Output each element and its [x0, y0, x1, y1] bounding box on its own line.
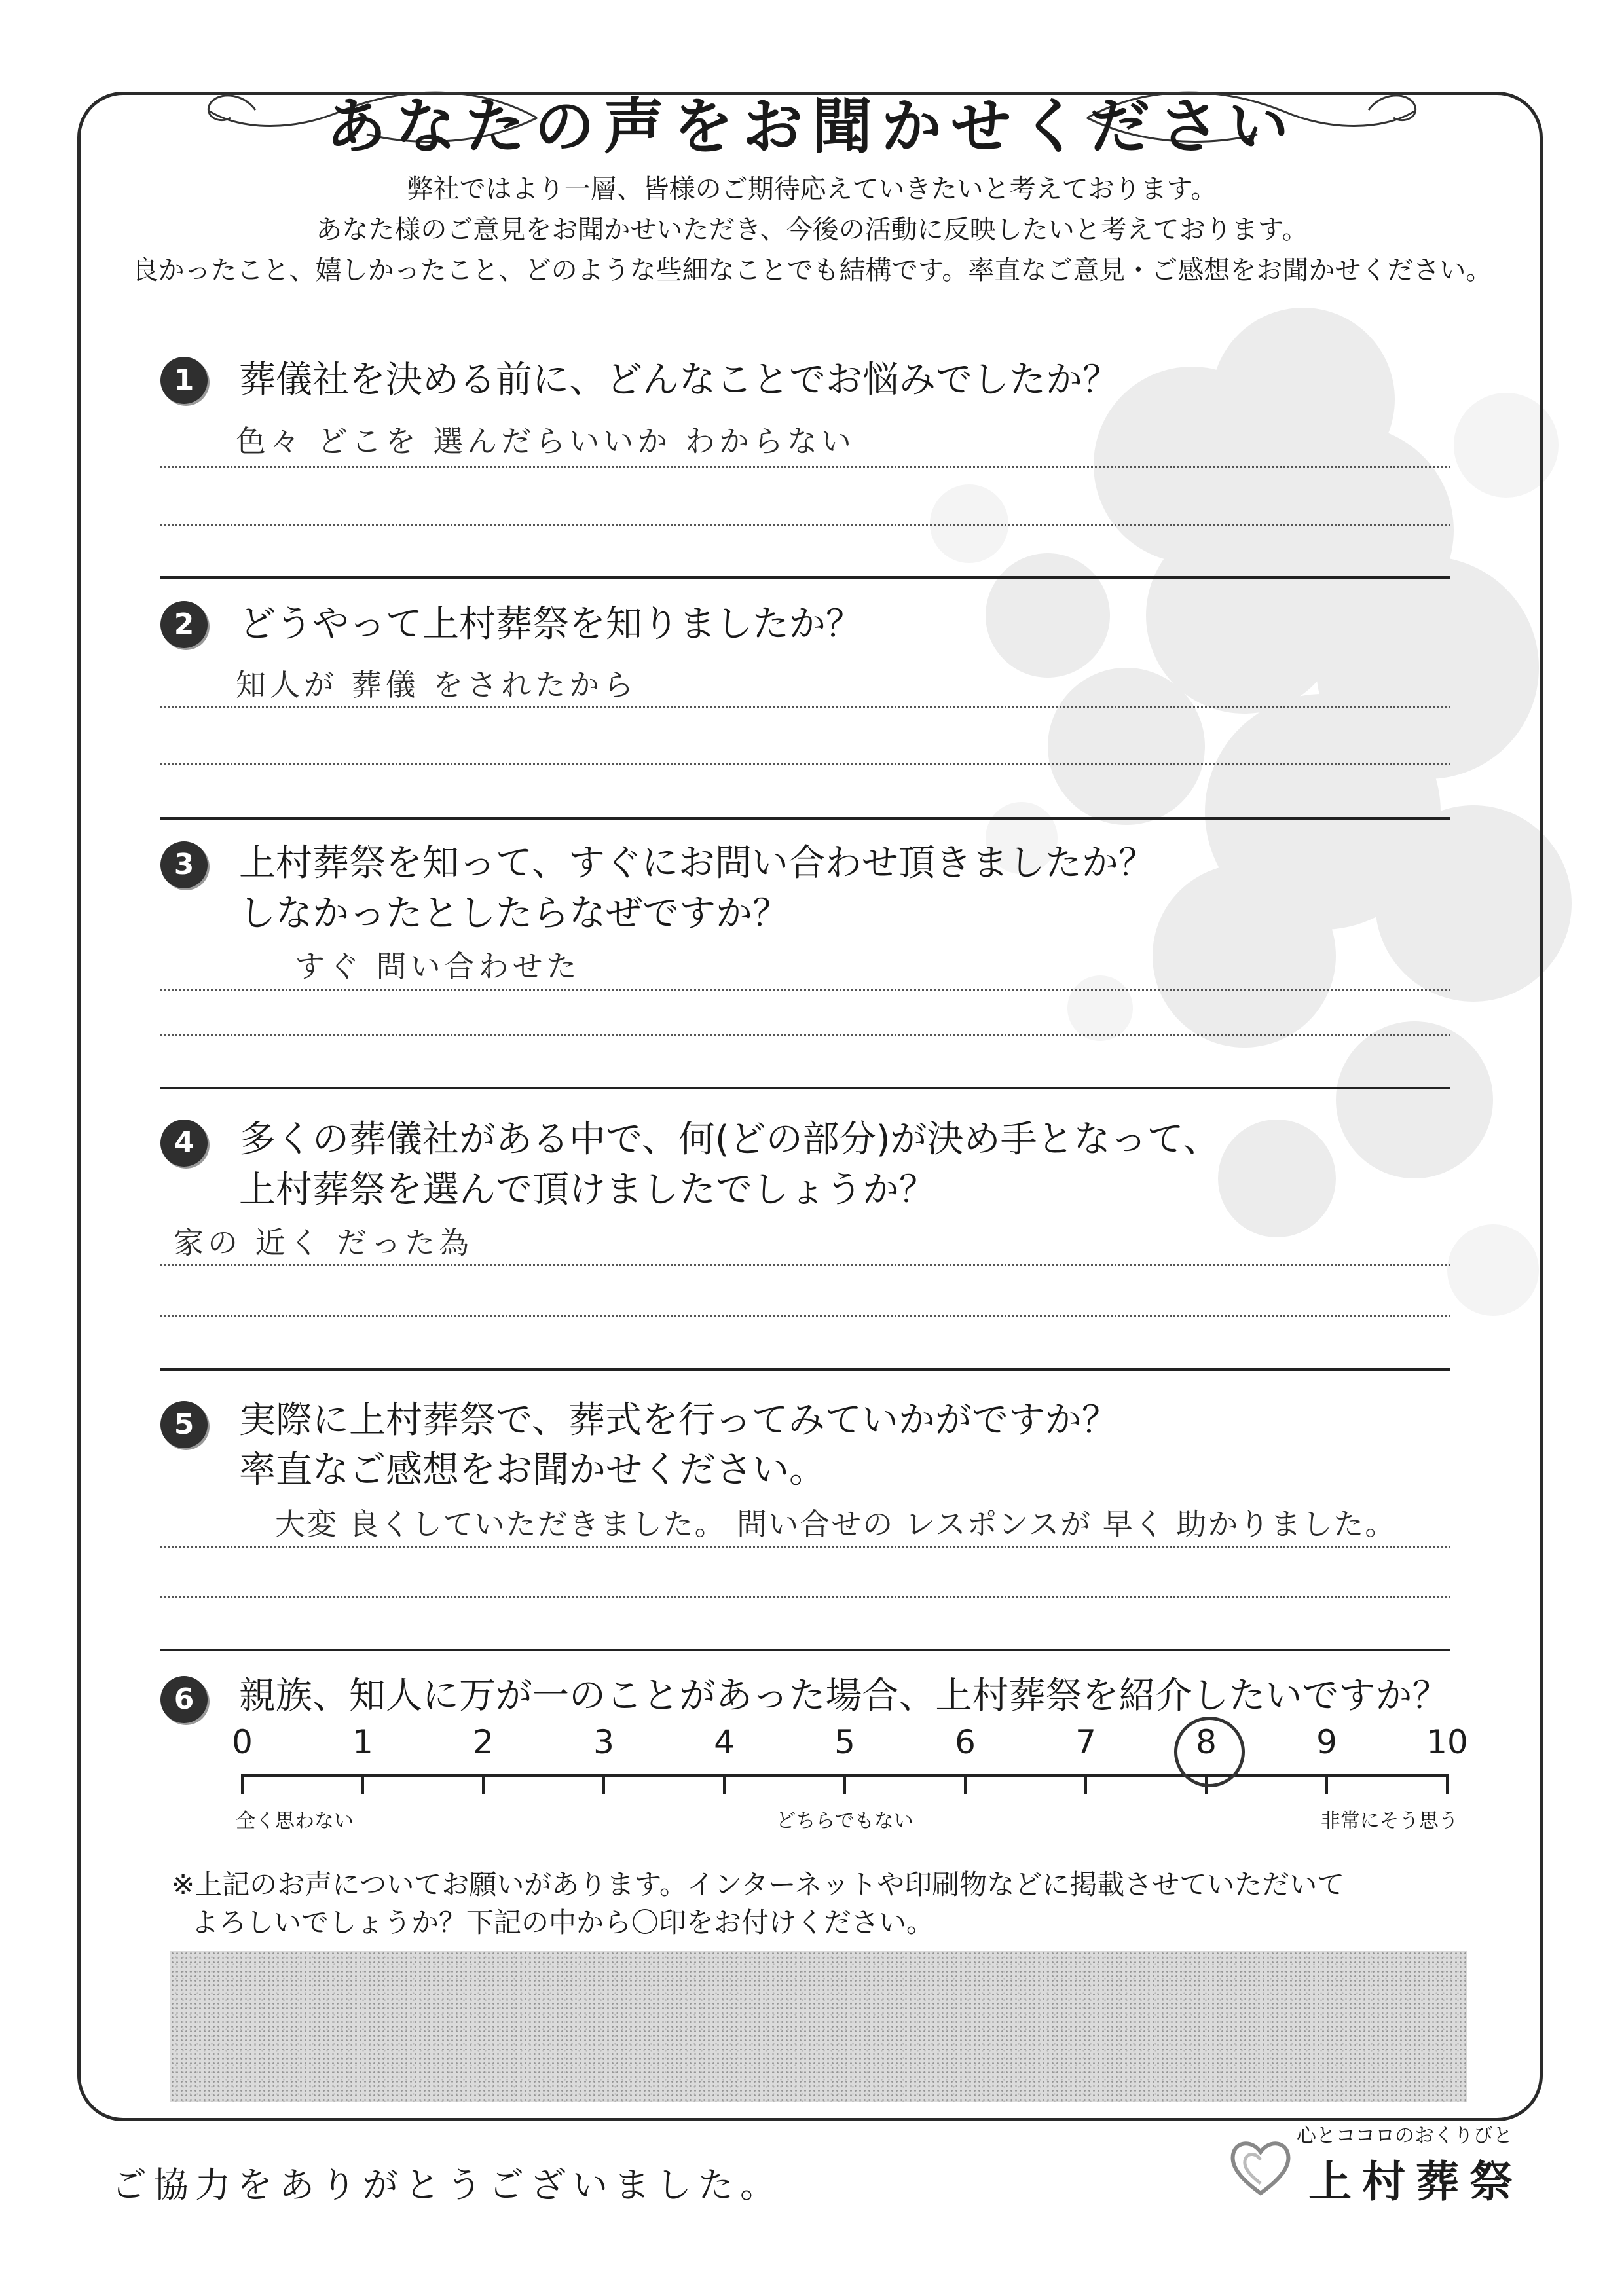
logo-tagline: 心とココロのおくりびと: [1297, 2124, 1513, 2147]
section-divider: [160, 817, 1450, 820]
section-divider: [160, 576, 1450, 579]
scale-tick-label[interactable]: 6: [955, 1723, 976, 1761]
section-divider: [160, 1649, 1450, 1651]
thank-you-message: ご協力をありがとうございました。: [111, 2164, 782, 2206]
scale-tick: [723, 1774, 726, 1794]
publication-consent-note: [172, 1866, 1344, 1942]
scale-tick: [843, 1774, 846, 1794]
scale-tick: [241, 1774, 244, 1794]
question-text: 上村葬祭を選んで頂けましたでしょうか？: [239, 1169, 936, 1211]
redacted-consent-area: [170, 1951, 1467, 2102]
survey-title: あなたの声をお聞かせください: [325, 92, 1298, 162]
handwritten-answer[interactable]: 家の 近く だった為: [174, 1225, 473, 1260]
question-text: 実際に上村葬祭で、葬式を行ってみていかがですか？: [239, 1399, 1118, 1442]
question-number-badge: 4: [160, 1120, 208, 1167]
selected-value-circle: [1174, 1717, 1245, 1787]
scale-label-mid: どちらでもない: [776, 1810, 913, 1832]
section-divider: [160, 1087, 1450, 1089]
scale-label-high: 非常にそう思う: [1320, 1810, 1458, 1832]
answer-line: [160, 1315, 1450, 1317]
answer-line: [160, 706, 1450, 708]
question-text: 率直なご感想をお聞かせください。: [239, 1449, 826, 1491]
question-text: 葬儀社を決める前に、どんなことでお悩みでしたか？: [239, 359, 1119, 401]
scale-tick: [1084, 1774, 1087, 1794]
question-number-badge: 6: [160, 1676, 208, 1723]
scale-label-low: 全く思わない: [236, 1810, 354, 1832]
scale-tick-label[interactable]: 2: [473, 1723, 494, 1761]
note-line: ※上記のお声についてお願いがあります。インターネットや印刷物などに掲載させていただいて: [172, 1868, 1345, 1901]
question-number-badge: 5: [160, 1401, 208, 1448]
question-text: 親族、知人に万が一のことがあった場合、上村葬祭を紹介したいですか？: [239, 1675, 1449, 1717]
answer-line: [160, 466, 1450, 468]
question-number-badge: 3: [160, 841, 208, 888]
intro-line: あなた様のご意見をお聞かせいただき、今後の活動に反映したいと考えております。: [316, 215, 1308, 245]
scale-tick: [482, 1774, 485, 1794]
recommendation-scale: [232, 1723, 1468, 1833]
answer-line: [160, 524, 1450, 526]
handwritten-answer[interactable]: 知人が 葬儀 をされたから: [236, 667, 638, 702]
logo-company-name: 上村葬祭: [1308, 2157, 1523, 2207]
scale-tick: [964, 1774, 967, 1794]
scale-tick: [602, 1774, 605, 1794]
scale-tick-label[interactable]: 3: [593, 1723, 614, 1761]
answer-line: [160, 1546, 1450, 1548]
scale-tick-label[interactable]: 7: [1075, 1723, 1096, 1761]
intro-line: 良かったこと、嬉しかったこと、どのような些細なことでも結構です。率直なご意見・ご感想をお聞かせください。: [132, 255, 1492, 285]
answer-line: [160, 1034, 1450, 1036]
company-logo: [1225, 2118, 1552, 2216]
section-divider: [160, 1368, 1450, 1371]
question-number-badge: 2: [160, 601, 208, 648]
handwritten-answer[interactable]: 色々 どこを 選んだらいいか わからない: [236, 424, 855, 459]
handwritten-answer[interactable]: 大変 良くしていただきました。 問い合せの レスポンスが 早く 助かりました。: [275, 1506, 1397, 1542]
question-number-badge: 1: [160, 357, 208, 404]
scale-tick: [361, 1774, 364, 1794]
question-text: しなかったとしたらなぜですか？: [239, 892, 789, 935]
handwritten-answer[interactable]: すぐ 問い合わせた: [295, 949, 581, 984]
scale-tick-label[interactable]: 10: [1426, 1723, 1468, 1761]
question-text: 多くの葬儀社がある中で、何(どの部分)が決め手となって、: [239, 1118, 1220, 1161]
intro-text: [0, 169, 1624, 291]
question-text: 上村葬祭を知って、すぐにお問い合わせ頂きましたか？: [239, 842, 1155, 884]
answer-line: [160, 1596, 1450, 1598]
scale-tick-label[interactable]: 4: [714, 1723, 735, 1761]
question-text: どうやって上村葬祭を知りましたか？: [239, 603, 862, 646]
scale-tick: [1325, 1774, 1328, 1794]
scale-tick-label[interactable]: 9: [1316, 1723, 1337, 1761]
scale-tick-label[interactable]: 5: [834, 1723, 855, 1761]
answer-line: [160, 989, 1450, 991]
answer-line: [160, 1264, 1450, 1266]
scale-tick-label[interactable]: 8: [1196, 1723, 1217, 1761]
scale-tick-label[interactable]: 0: [232, 1723, 253, 1761]
intro-line: 弊社ではより一層、皆様のご期待応えていきたいと考えております。: [407, 174, 1217, 204]
scale-tick: [1446, 1774, 1449, 1794]
note-line: よろしいでしょうか？下記の中から〇印をお付けください。: [191, 1906, 934, 1939]
answer-line: [160, 763, 1450, 765]
heart-icon: [1225, 2131, 1297, 2203]
scale-tick-label[interactable]: 1: [352, 1723, 373, 1761]
